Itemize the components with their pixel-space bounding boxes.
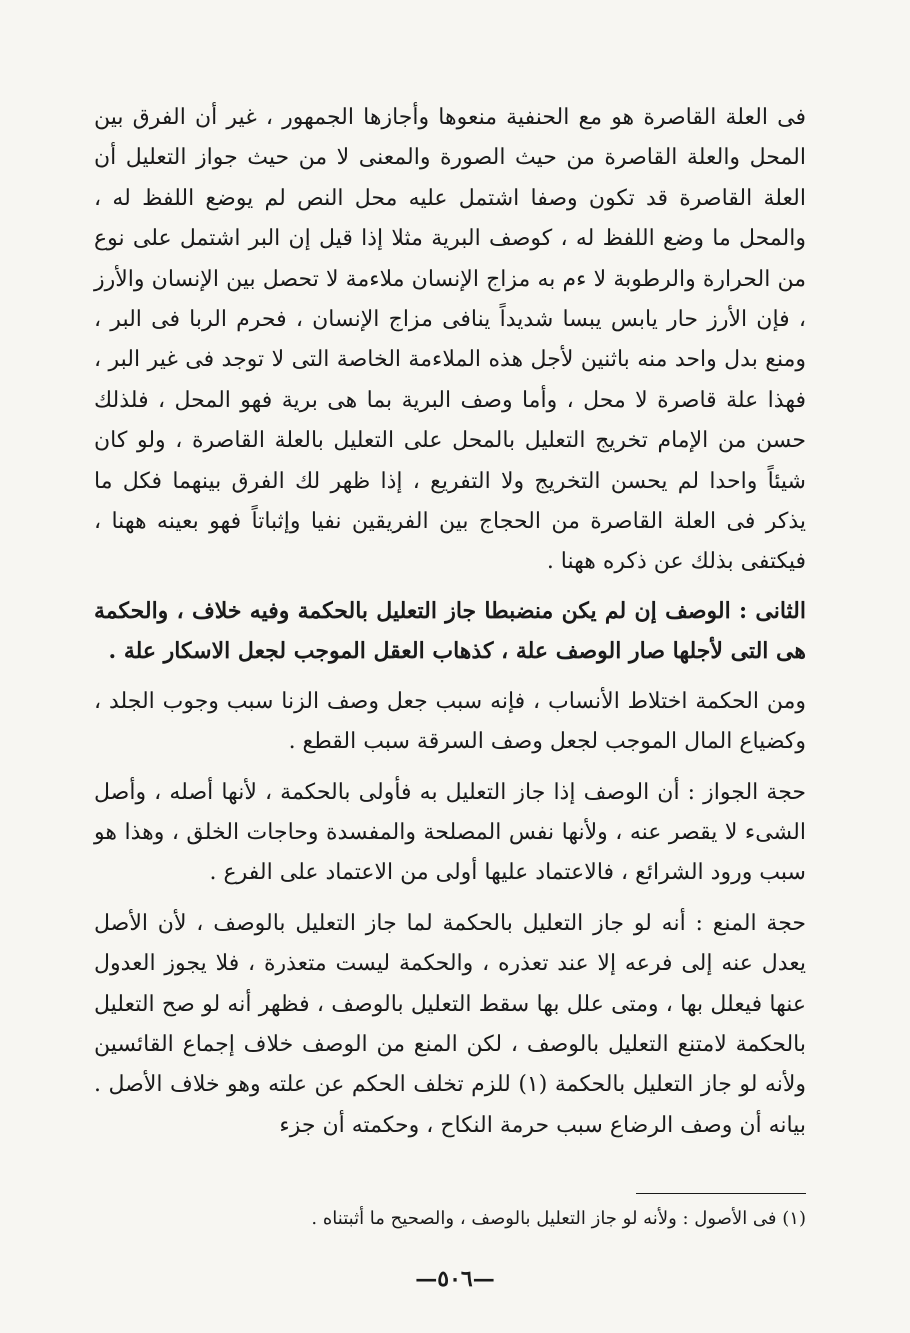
paragraph-argument-for-permission: حجة الجواز : أن الوصف إذا جاز التعليل به فأولى بالحكمة ، لأنها أصله ، وأصل الشىء لا يقصر عنه ، ولأنها نفس المصلحة والمفسدة وحاجات الخلق ، وهذا هو سبب ورود الشرائع ، فالاعتماد عليها أولى من الاعتماد على الفرع . (94, 779, 806, 886)
paragraph-wisdom-examples: ومن الحكمة اختلاط الأنساب ، فإنه سبب جعل وصف الزنا سبب وجوب الجلد ، وكضياع المال الموجب لجعل وصف السرقة سبب القطع . (94, 688, 806, 755)
page-number: —٥٠٦— (415, 1266, 495, 1292)
paragraph-second-point: الثانى : الوصف إن لم يكن منضبطا جاز التعليل بالحكمة وفيه خلاف ، والحكمة هى التى لأجلها صار الوصف علة ، كذهاب العقل الموجب لجعل الاسكار علة . (94, 597, 806, 665)
footnote: (١) فى الأصول : ولأنه لو جاز التعليل بالوصف ، والصحيح ما أثبتناه . (311, 1208, 806, 1229)
paragraph-area-vs-limited-cause: فى العلة القاصرة هو مع الحنفية منعوها وأجازها الجمهور ، غير أن الفرق بين المحل والعلة القاصرة من حيث الصورة والمعنى لا من حيث جواز التعليل أن العلة القاصرة قد تكون وصفا اشتمل عليه محل النص لم يوضع اللفظ له ، والمحل ما وضع اللفظ له ، كوصف البرية مثلا إذا قيل إن البر اشتمل على نوع من الحرارة والرطوبة لا ءم به مزاج الإنسان ملاءمة لا تحصل بين الإنسان والأرز ، فإن الأرز حار يابس يبسا شديداً ينافى مزاج الإنسان ، فحرم الربا فى البر ، ومنع بدل واحد منه باثنين لأجل هذه الملاءمة الخاصة التى لا توجد فى غير البر ، فهذا علة قاصرة لا محل ، وأما وصف البرية بما هى برية فهو المحل ، فلذلك حسن من الإمام تخريج التعليل بالمحل على التعليل بالعلة القاصرة ، ولو كان شيئاً واحدا لم يحسن التخريج ولا التفريع ، إذا ظهر لك الفرق بينهما فكل ما يذكر فى العلة القاصرة من الحجاج بين الفريقين نفيا وإثباتاً فهو بعينه ههنا ، فيكتفى بذلك عن ذكره ههنا . (94, 105, 806, 575)
footnote-divider (636, 1193, 806, 1194)
paragraph-argument-for-prohibition: حجة المنع : أنه لو جاز التعليل بالحكمة لما جاز التعليل بالوصف ، لأن الأصل يعدل عنه إلى فرعه إلا عند تعذره ، والحكمة ليست متعذرة ، فلا يجوز العدول عنها فيعلل بها ، ومتى علل بها سقط التعليل بالوصف ، فظهر أنه لو صح التعليل بالحكمة لامتنع التعليل بالوصف ، لكن المنع من الوصف خلاف إجماع القائسين ولأنه لو جاز التعليل بالحكمة (١) للزم تخلف الحكم عن علته وهو خلاف الأصل . بيانه أن وصف الرضاع سبب حرمة النكاح ، وحكمته أن جزء (94, 910, 806, 1138)
